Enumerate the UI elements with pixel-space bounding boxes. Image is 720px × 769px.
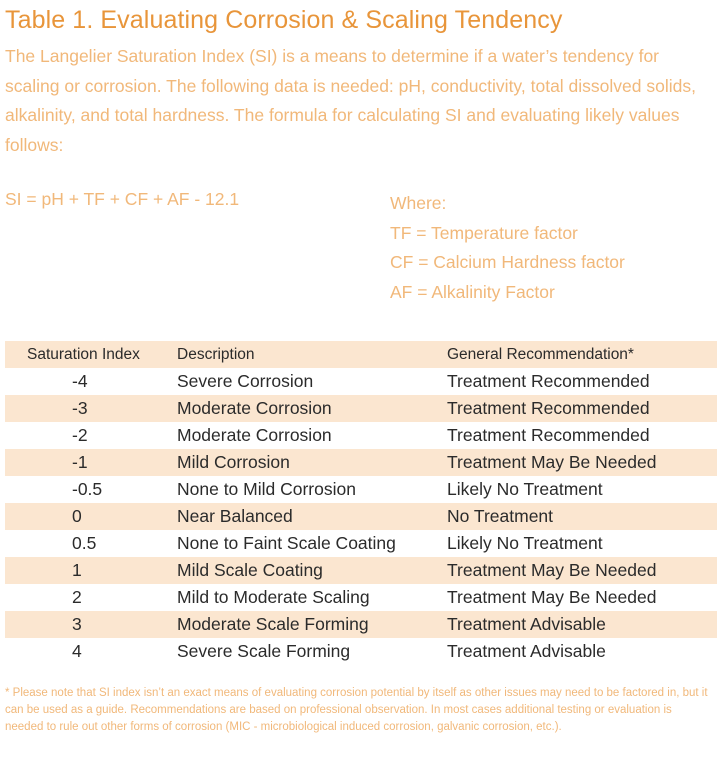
cell-index: -3 — [5, 395, 177, 422]
cell-description: Moderate Corrosion — [177, 395, 447, 422]
cell-index: 1 — [5, 557, 177, 584]
formula-legend — [390, 189, 625, 307]
header-description: Description — [177, 341, 447, 368]
header-saturation-index: Saturation Index — [5, 341, 177, 368]
table-row — [5, 530, 717, 557]
table-row — [5, 449, 717, 476]
intro-paragraph: The Langelier Saturation Index (SI) is a means to determine if a water’s tendency for scaling or corrosion. The following data is needed: pH, conductivity, total dissolved solids, alkalinity, and total hardness. The formula for calculating SI and evaluating likely values follows: — [5, 46, 696, 155]
cell-index: -2 — [72, 425, 88, 445]
cell-index: 0 — [5, 503, 177, 530]
cell-index: 2 — [72, 587, 82, 607]
cell-recommendation: Treatment May Be Needed — [447, 557, 717, 584]
legend-cf: CF = Calcium Hardness factor — [390, 252, 625, 272]
table-row — [5, 557, 717, 584]
saturation-index-table — [5, 341, 717, 665]
cell-recommendation: Treatment Recommended — [447, 371, 650, 391]
cell-description: Severe Corrosion — [177, 371, 314, 391]
table-row — [5, 584, 717, 611]
cell-description: None to Mild Corrosion — [177, 479, 356, 499]
table-row — [5, 368, 717, 395]
legend-af: AF = Alkalinity Factor — [390, 281, 555, 302]
cell-index: -1 — [5, 449, 177, 476]
table-row — [5, 422, 717, 449]
header-recommendation: General Recommendation* — [447, 341, 717, 368]
table-row — [5, 611, 717, 638]
si-formula: SI = pH + TF + CF + AF - 12.1 — [5, 189, 240, 209]
cell-description: Severe Scale Forming — [177, 641, 351, 661]
cell-recommendation: No Treatment — [447, 503, 717, 530]
table-header-row — [5, 341, 717, 368]
table-title: Table 1. Evaluating Corrosion & Scaling Tendency — [5, 6, 563, 34]
cell-description: Moderate Corrosion — [177, 425, 332, 445]
cell-recommendation: Treatment Recommended — [447, 395, 717, 422]
cell-description: Near Balanced — [177, 503, 447, 530]
cell-description: Mild to Moderate Scaling — [177, 587, 370, 607]
cell-recommendation: Treatment Recommended — [447, 425, 650, 445]
footnote: * Please note that SI index isn’t an exact means of evaluating corrosion potential by itself as other issues may need to be factored in, but it can be used as a guide. Recommendations are based on professional observation. In most cases additional testing or evaluation is needed to rule out other forms of corrosion (MIC - microbiological induced corrosion, galvanic corrosion, etc.). — [5, 687, 708, 733]
cell-description: Moderate Scale Forming — [177, 611, 447, 638]
legend-tf: TF = Temperature factor — [390, 222, 578, 243]
table-row — [5, 638, 717, 665]
legend-heading: Where: — [390, 193, 447, 213]
cell-recommendation: Likely No Treatment — [447, 533, 603, 553]
cell-description: Mild Scale Coating — [177, 557, 447, 584]
cell-recommendation: Treatment Advisable — [447, 641, 606, 661]
cell-index: 0.5 — [72, 533, 97, 553]
cell-description: Mild Corrosion — [177, 449, 447, 476]
cell-index: -0.5 — [72, 479, 103, 499]
table-row — [5, 503, 717, 530]
cell-recommendation: Treatment May Be Needed — [447, 587, 657, 607]
cell-index: 3 — [5, 611, 177, 638]
cell-index: -4 — [72, 371, 88, 391]
table-row — [5, 395, 717, 422]
cell-index: 4 — [72, 641, 82, 661]
cell-recommendation: Treatment Advisable — [447, 611, 717, 638]
cell-description: None to Faint Scale Coating — [177, 533, 396, 553]
table-row — [5, 476, 717, 503]
cell-recommendation: Treatment May Be Needed — [447, 449, 717, 476]
cell-recommendation: Likely No Treatment — [447, 479, 603, 499]
